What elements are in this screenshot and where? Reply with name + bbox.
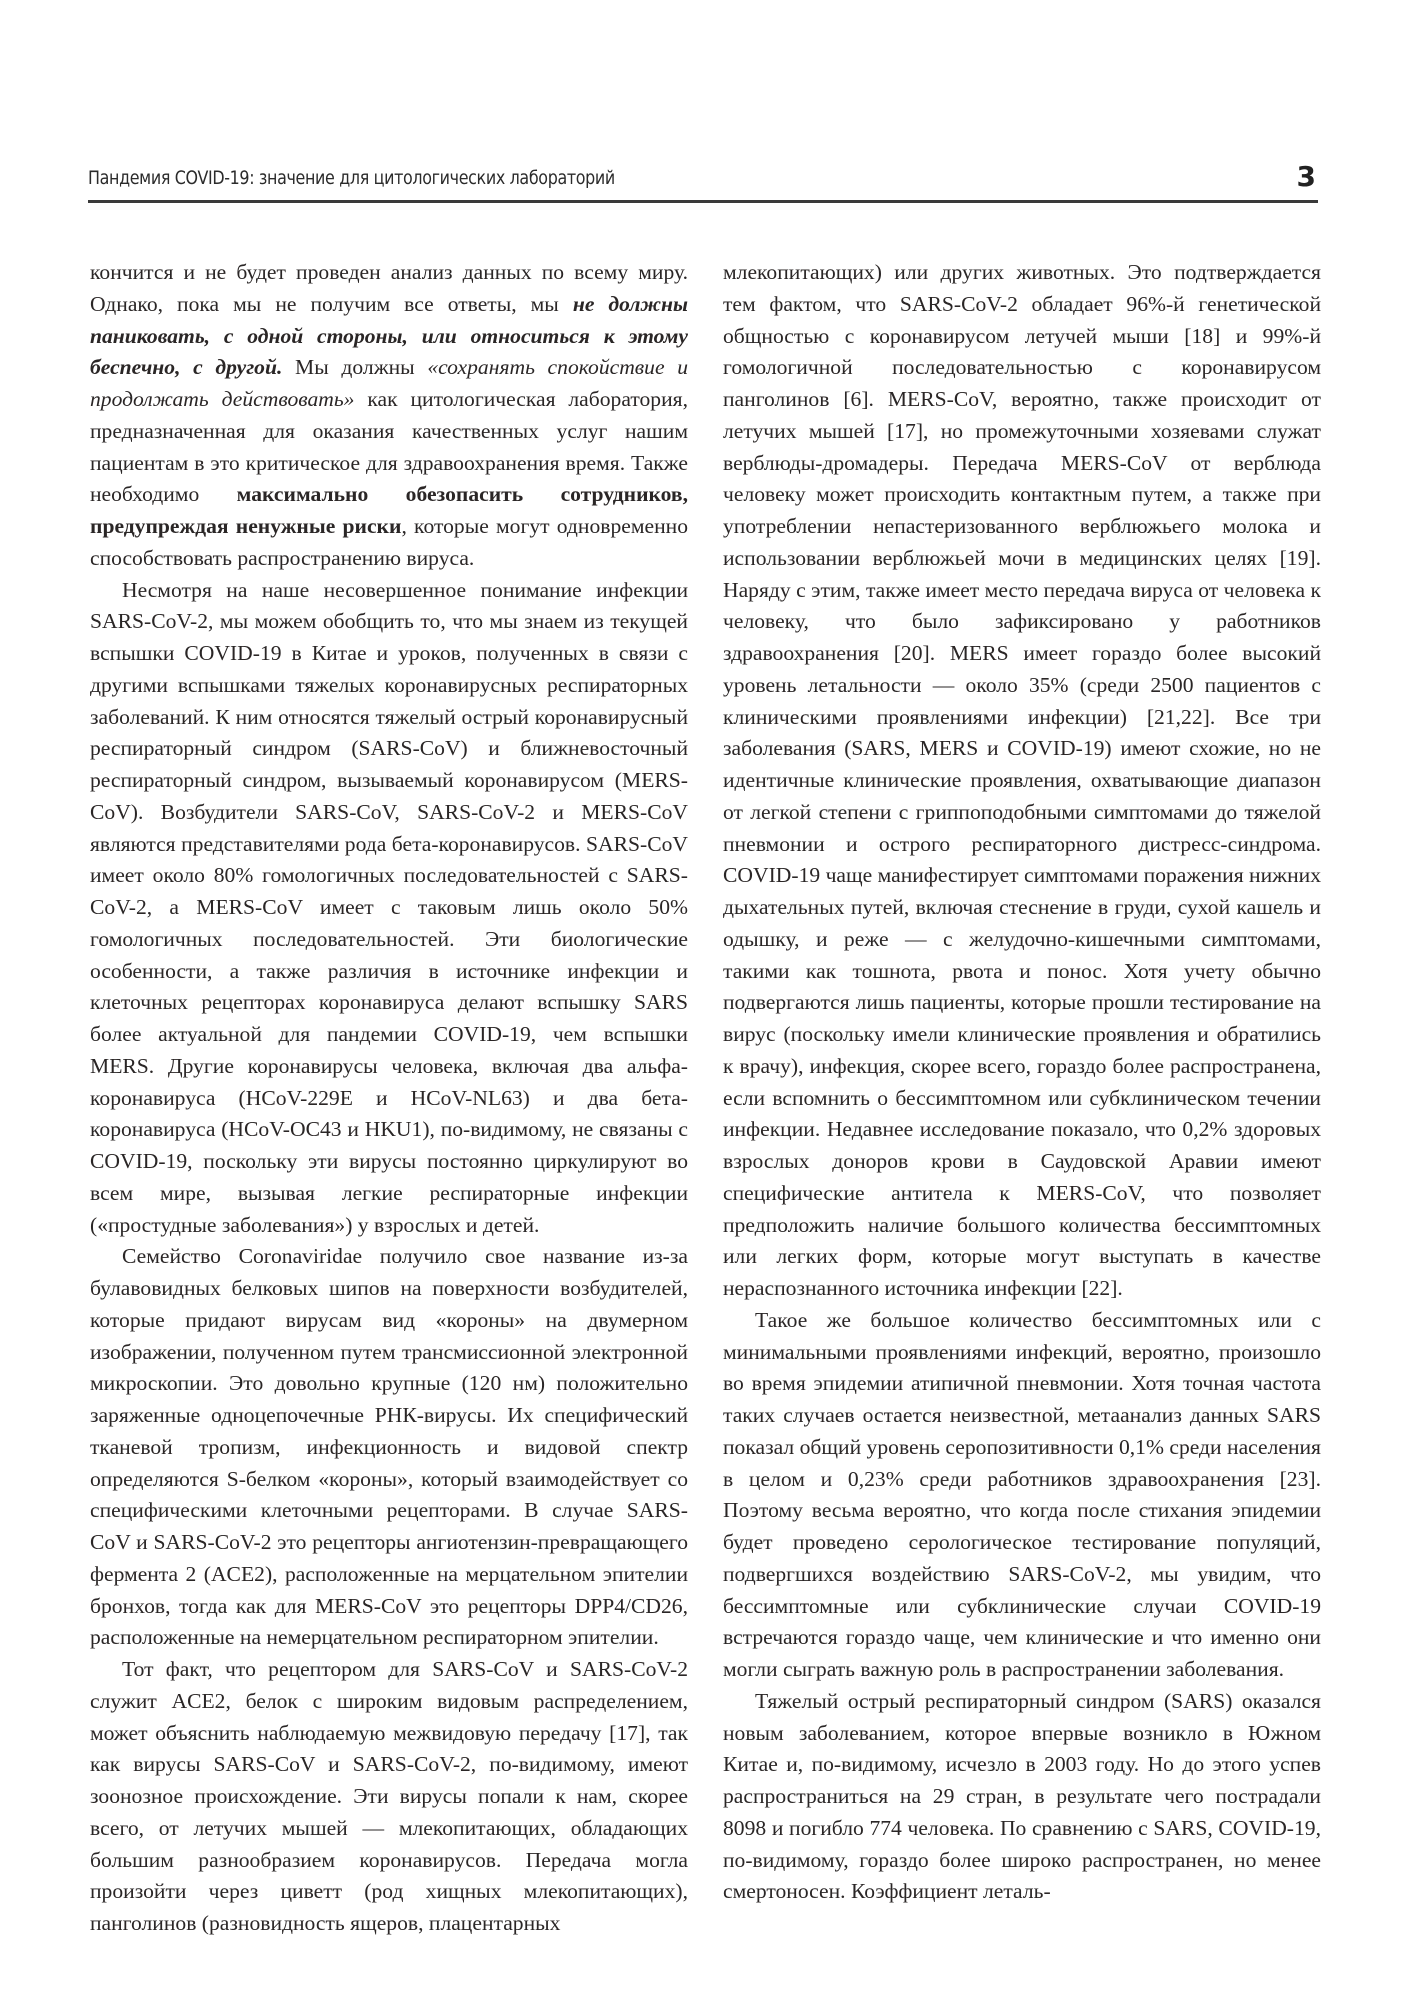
italic-quote: «сохранять спокойствие и продолжать действовать»: [90, 355, 689, 411]
paragraph-left-3: Семейство Coronaviridae получило свое название из-за булавовидных белковых шипов на поверхности возбудителей, которые придают вирусам вид «короны» на двумерном изображении, полученном путем трансмиссионной электронной микроскопии. Это довольно крупные (120 нм) положительно заряженные одноцепочечные РНК-вирусы. Их специфический тканевой тропизм, инфекционность и видовой спектр определяются S-белком «короны», который взаимодействует со специфическими клеточными рецепторами. В случае SARS-CoV и SARS-CoV-2 это рецепторы ангиотензин-превращающего фермента 2 (ACE2), расположенные на мерцательном эпителии бронхов, тогда как для MERS-CoV это рецепторы DPP4/CD26, расположенные на немерцательном респираторном эпителии.: [90, 1244, 688, 1650]
paragraph-left-1: [90, 257, 688, 575]
paragraph-left-2: Несмотря на наше несовершенное понимание инфекции SARS-CoV-2, мы можем обобщить то, что мы знаем из текущей вспышки COVID-19 в Китае и уроков, полученных в связи с другими вспышками тяжелых коронавирусных респираторных заболеваний. К ним относятся тяжелый острый коронавирусный респираторный синдром (SARS-CoV) и ближневосточный респираторный синдром, вызываемый коронавирусом (MERS-CoV). Возбудители SARS-CoV, SARS-CoV-2 и MERS-CoV являются представителями рода бета-коронавирусов. SARS-CoV имеет около 80% гомологичных последовательностей с SARS-CoV-2, а MERS-CoV имеет с таковым лишь около 50% гомологичных последовательностей. Эти биологические особенности, а также различия в источнике инфекции и клеточных рецепторах коронавируса делают вспышку SARS более актуальной для пандемии COVID-19, чем вспышки MERS. Другие коронавирусы человека, включая два альфа-коронавируса (HCoV-229E и HCoV-NL63) и два бета-коронавируса (HCoV-OC43 и HKU1), по-видимому, не связаны с COVID-19, поскольку эти вирусы постоянно циркулируют во всем мире, вызывая легкие респираторные инфекции («простудные заболевания») у взрослых и детей.: [90, 577, 688, 1237]
left-column: [90, 257, 688, 1940]
paragraph-right-1: млекопитающих) или других животных. Это подтверждается тем фактом, что SARS-CoV-2 обладает 96%-й генетической общностью с коронавирусом летучей мыши [18] и 99%-й гомологичной последовательностью с коронавирусом панголинов [6]. MERS-CoV, вероятно, также происходит от летучих мышей [17], но промежуточными хозяевами служат верблюды-дромадеры. Передача MERS-CoV от верблюда человеку может происходить контактным путем, а также при употреблении непастеризованного верблюжьего молока и использовании верблюжьей мочи в медицинских целях [19]. Наряду с этим, также имеет место передача вируса от человека к человеку, что было зафиксировано у работников здравоохранения [20]. MERS имеет гораздо более высокий уровень летальности — около 35% (среди 2500 пациентов с клиническими проявлениями инфекции) [21,22]. Все три заболевания (SARS, MERS и COVID-19) имеют схожие, но не идентичные клинические проявления, охватывающие диапазон от легкой степени с гриппоподобными симптомами до тяжелой пневмонии и острого респираторного дистресс-синдрома. COVID-19 чаще манифестирует симптомами поражения нижних дыхательных путей, включая стеснение в груди, сухой кашель и одышку, и реже — с желудочно-кишечными симптомами, такими как тошнота, рвота и понос. Хотя учету обычно подвергаются лишь пациенты, которые прошли тестирование на вирус (поскольку имели клинические проявления и обратились к врачу), инфекция, скорее всего, гораздо более распространена, если вспомнить о бессимптомном или субклиническом течении инфекции. Недавнее исследование показало, что 0,2% здоровых взрослых доноров крови в Саудовской Аравии имеют специфические антитела к MERS-CoV, что позволяет предположить наличие большого количества бессимптомных или легких форм, которые могут выступать в качестве нераспознанного источника инфекции [22].: [723, 260, 1321, 1300]
text-run: , которые могут одновременно способствовать распространению вируса.: [90, 514, 689, 570]
paragraph-right-3: Тяжелый острый респираторный синдром (SARS) оказался новым заболеванием, которое впервые возникло в Южном Китае и, по-видимому, исчезло в 2003 году. Но до этого успев распространиться на 29 стран, в результате чего пострадали 8098 и погибло 774 человека. По сравнению с SARS, COVID-19, по-видимому, гораздо более широко распространен, но менее смертоносен. Коэффициент леталь-: [723, 1688, 1321, 1904]
text-run: как цитологическая лаборатория, предназначенная для оказания качественных услуг нашим пациентам в это критическое для здравоохранения время. Также необходимо: [90, 387, 688, 507]
right-column: [723, 257, 1321, 1908]
text-run: кончится и не будет проведен анализ данных по всему миру. Однако, пока мы не получим все ответы, мы: [90, 260, 688, 316]
text-run: Мы должны: [282, 355, 428, 380]
paragraph-left-4: Тот факт, что рецептором для SARS-CoV и SARS-CoV-2 служит ACE2, белок с широким видовым распределением, может объяснить наблюдаемую межвидовую передачу [17], так как вирусы SARS-CoV и SARS-CoV-2, по-видимому, имеют зоонозное происхождение. Эти вирусы попали к нам, скорее всего, от летучих мышей — млекопитающих, обладающих большим разнообразием коронавирусов. Передача могла произойти через циветт (род хищных млекопитающих), панголинов (разновидность ящеров, плацентарных: [90, 1657, 688, 1935]
bold-italic-emphasis: не должны паниковать, с одной стороны, или относиться к этому беспечно, с другой.: [90, 291, 688, 380]
paragraph-right-2: Такое же большое количество бессимптомных или с минимальными проявлениями инфекций, вероятно, произошло во время эпидемии атипичной пневмонии. Хотя точная частота таких случаев остается неизвестной, метаанализ данных SARS показал общий уровень серопозитивности 0,1% среди населения в целом и 0,23% среди работников здравоохранения [23]. Поэтому весьма вероятно, что когда после стихания эпидемии будет проведено серологическое тестирование популяций, подвергшихся воздействию SARS-CoV-2, мы увидим, что бессимптомные или субклинические случаи COVID-19 встречаются гораздо чаще, чем клинические и что именно они могли сыграть важную роль в распространении заболевания.: [723, 1307, 1321, 1681]
running-header: [88, 160, 1318, 203]
running-title: Пандемия COVID-19: значение для цитологических лабораторий: [88, 168, 615, 189]
page-number: 3: [1296, 160, 1316, 193]
bold-emphasis: максимально обезопасить сотрудников, предупреждая ненужные риски: [90, 482, 688, 538]
